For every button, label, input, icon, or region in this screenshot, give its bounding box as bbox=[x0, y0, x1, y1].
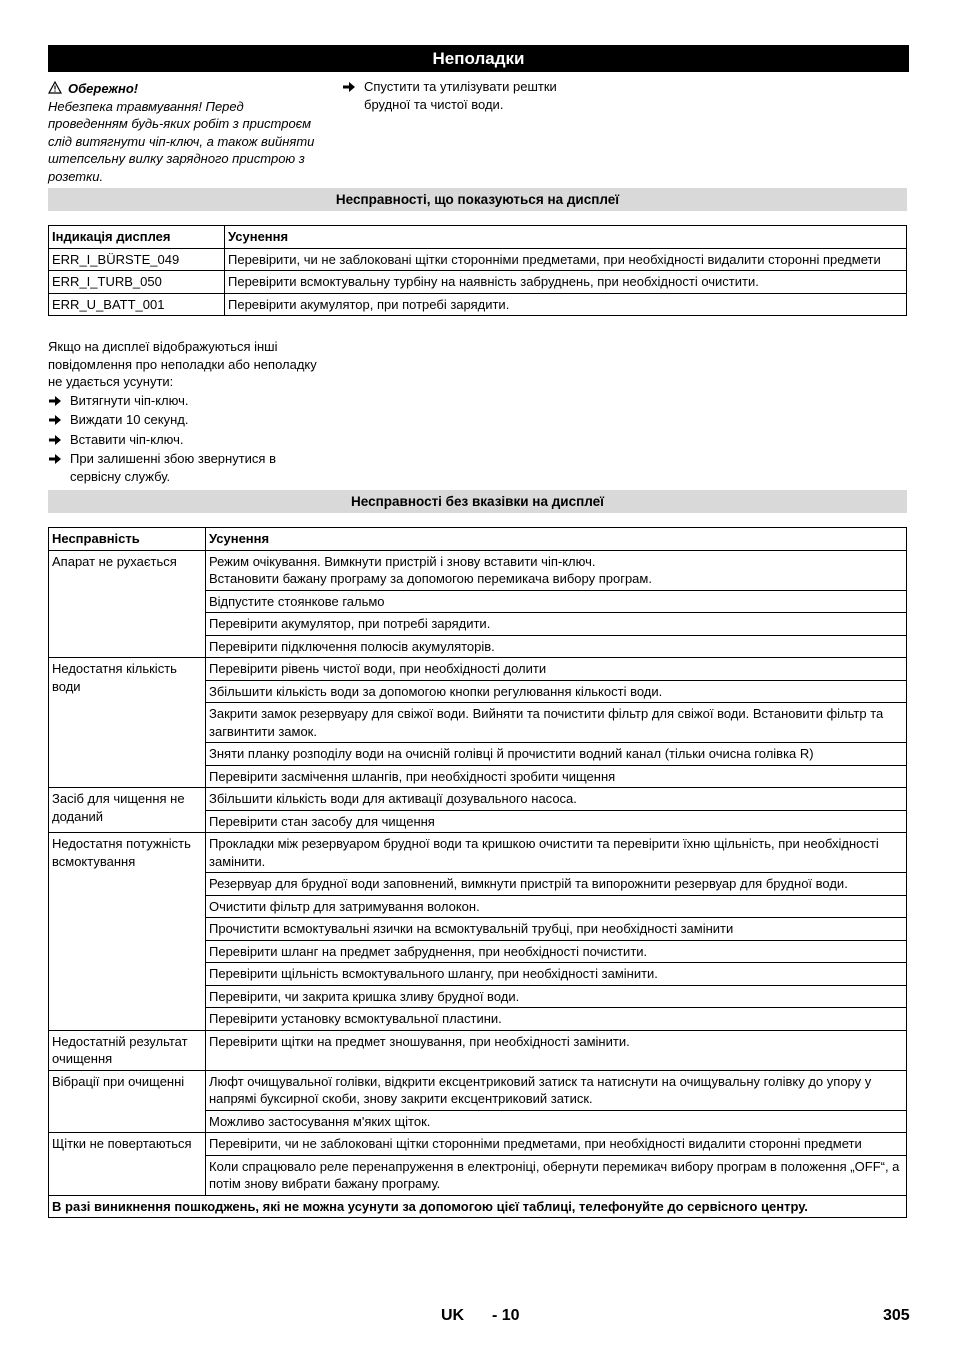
section-title-no-display-faults: Несправності без вказівки на дисплеї bbox=[48, 490, 907, 513]
table-row bbox=[49, 550, 907, 590]
other-messages-block bbox=[48, 338, 318, 485]
table-row bbox=[49, 1133, 907, 1156]
arrow-right-icon bbox=[48, 395, 62, 407]
remedy-cell: Режим очікування. Вимкнути пристрій і знову вставити чіп-ключ. Встановити бажану програму за допомогою перемикача вибору програм. bbox=[206, 550, 907, 590]
remedy-cell: Перевірити щільність всмоктувального шлангу, при необхідності замінити. bbox=[206, 963, 907, 986]
error-code: ERR_U_BATT_001 bbox=[49, 293, 225, 316]
step-item bbox=[48, 411, 318, 429]
remedy-cell: Перевірити установку всмоктувальної пластини. bbox=[206, 1008, 907, 1031]
remedy-cell: Перевірити всмоктувальну турбіну на наявність забруднень, при необхідності очистити. bbox=[225, 271, 907, 294]
remedy-cell: Зняти планку розподілу води на очисній голівці й прочистити водний канал (тільки очисна голівка R) bbox=[206, 743, 907, 766]
footer-page-number: 305 bbox=[883, 1307, 910, 1324]
remedy-cell: Очистити фільтр для затримування волокон. bbox=[206, 895, 907, 918]
table-row bbox=[49, 293, 907, 316]
footer-lang: UK bbox=[441, 1307, 465, 1324]
table-row bbox=[49, 833, 907, 873]
drain-note-item bbox=[342, 78, 602, 113]
column-header: Усунення bbox=[225, 226, 907, 249]
step-item bbox=[48, 450, 318, 485]
fault-cell: Щітки не повертаються bbox=[49, 1133, 206, 1196]
remedy-cell: Перевірити рівень чистої води, при необхідності долити bbox=[206, 658, 907, 681]
remedy-cell: Закрити замок резервуару для свіжої води. Вийняти та почистити фільтр для свіжої води. Встановити фільтр та загвинтити замок. bbox=[206, 703, 907, 743]
column-header: Несправність bbox=[49, 528, 206, 551]
fault-cell: Засіб для чищення не доданий bbox=[49, 788, 206, 833]
arrow-right-icon bbox=[48, 434, 62, 446]
remedy-cell: Перевірити щітки на предмет зношування, при необхідності замінити. bbox=[206, 1030, 907, 1070]
remedy-cell: Перевірити стан засобу для чищення bbox=[206, 810, 907, 833]
remedy-cell: Перевірити, чи не заблоковані щітки сторонніми предметами, при необхідності видалити сторонні предмети bbox=[225, 248, 907, 271]
step-text: Вставити чіп-ключ. bbox=[70, 431, 184, 447]
caution-heading bbox=[48, 80, 323, 98]
table-row bbox=[49, 788, 907, 811]
table-row bbox=[49, 1070, 907, 1110]
other-messages-intro: Якщо на дисплеї відображуються інші повідомлення про неполадки або неполадку не удається усунути: bbox=[48, 339, 317, 389]
table-row bbox=[49, 248, 907, 271]
step-item bbox=[48, 431, 318, 449]
caution-text: Небезпека травмування! Перед проведенням будь-яких робіт з пристроєм слід витягнути чіп-ключ, а також вийняти штепсельну вилку зарядного пристрою з розетки. bbox=[48, 98, 315, 184]
table-header-row bbox=[49, 528, 907, 551]
step-text: Витягнути чіп-ключ. bbox=[70, 392, 189, 408]
remedy-cell: Коли спрацювало реле перенапруження в електроніці, обернути перемикач вибору програм в положення „OFF“, а потім знову вибрати бажану програму. bbox=[206, 1155, 907, 1195]
remedy-cell: Перевірити засмічення шлангів, при необхідності зробити чищення bbox=[206, 765, 907, 788]
remedy-cell: Резервуар для брудної води заповнений, вимкнути пристрій та випорожнити резервуар для брудної води. bbox=[206, 873, 907, 896]
remedy-cell: Можливо застосування м'яких щіток. bbox=[206, 1110, 907, 1133]
remedy-cell: Перевірити, чи закрита кришка зливу брудної води. bbox=[206, 985, 907, 1008]
service-note: В разі виникнення пошкоджень, які не можна усунути за допомогою цієї таблиці, телефонуйте до сервісного центру. bbox=[49, 1195, 907, 1218]
remedy-cell: Перевірити, чи не заблоковані щітки сторонніми предметами, при необхідності видалити сторонні предмети bbox=[206, 1133, 907, 1156]
column-header: Індикація дисплея bbox=[49, 226, 225, 249]
remedy-cell: Перевірити підключення полюсів акумуляторів. bbox=[206, 635, 907, 658]
fault-cell: Недостатня кількість води bbox=[49, 658, 206, 788]
table-row bbox=[49, 271, 907, 294]
step-text: Виждати 10 секунд. bbox=[70, 412, 189, 427]
remedy-cell: Прокладки між резервуаром брудної води та кришкою очистити та перевірити їхню щільність, при необхідності замінити. bbox=[206, 833, 907, 873]
footer-page-local: - 10 bbox=[492, 1307, 520, 1324]
remedy-cell: Прочистити всмоктувальні язички на всмоктувальній трубці, при необхідності замінити bbox=[206, 918, 907, 941]
drain-note-text: Спустити та утилізувати рештки брудної та чистої води. bbox=[364, 79, 557, 112]
step-item bbox=[48, 392, 318, 410]
warning-triangle-icon bbox=[48, 81, 62, 94]
column-header: Усунення bbox=[206, 528, 907, 551]
remedy-cell: Перевірити акумулятор, при потребі зарядити. bbox=[206, 613, 907, 636]
section-title-display-faults: Несправності, що показуються на дисплеї bbox=[48, 188, 907, 211]
fault-cell: Вібрації при очищенні bbox=[49, 1070, 206, 1133]
arrow-right-icon bbox=[342, 81, 356, 93]
display-faults-table bbox=[48, 225, 907, 316]
fault-cell: Недостатня потужність всмоктування bbox=[49, 833, 206, 1031]
remedy-cell: Збільшити кількість води для активації дозувального насоса. bbox=[206, 788, 907, 811]
fault-cell: Недостатній результат очищення bbox=[49, 1030, 206, 1070]
caution-block bbox=[48, 80, 323, 185]
remedy-cell: Перевірити шланг на предмет забруднення, при необхідності почистити. bbox=[206, 940, 907, 963]
remedy-cell: Люфт очищувальної голівки, відкрити ексцентриковий затиск та натиснути на очищувальну голівку до упору у напрямі буксирної скоби, знову закрити ексцентриковий затиск. bbox=[206, 1070, 907, 1110]
step-text: При залишенні збою звернутися в сервісну службу. bbox=[70, 451, 276, 484]
caution-label: Обережно! bbox=[68, 81, 139, 96]
error-code: ERR_I_TURB_050 bbox=[49, 271, 225, 294]
table-row bbox=[49, 1030, 907, 1070]
table-row bbox=[49, 658, 907, 681]
fault-cell: Апарат не рухається bbox=[49, 550, 206, 658]
drain-note bbox=[342, 78, 602, 113]
table-header-row bbox=[49, 226, 907, 249]
arrow-right-icon bbox=[48, 414, 62, 426]
remedy-cell: Відпустите стоянкове гальмо bbox=[206, 590, 907, 613]
remedy-cell: Збільшити кількість води за допомогою кнопки регулювання кількості води. bbox=[206, 680, 907, 703]
remedy-cell: Перевірити акумулятор, при потребі зарядити. bbox=[225, 293, 907, 316]
faults-table bbox=[48, 527, 907, 1218]
arrow-right-icon bbox=[48, 453, 62, 465]
table-footer-row bbox=[49, 1195, 907, 1218]
page-title: Неполадки bbox=[48, 45, 909, 72]
error-code: ERR_I_BÜRSTE_049 bbox=[49, 248, 225, 271]
